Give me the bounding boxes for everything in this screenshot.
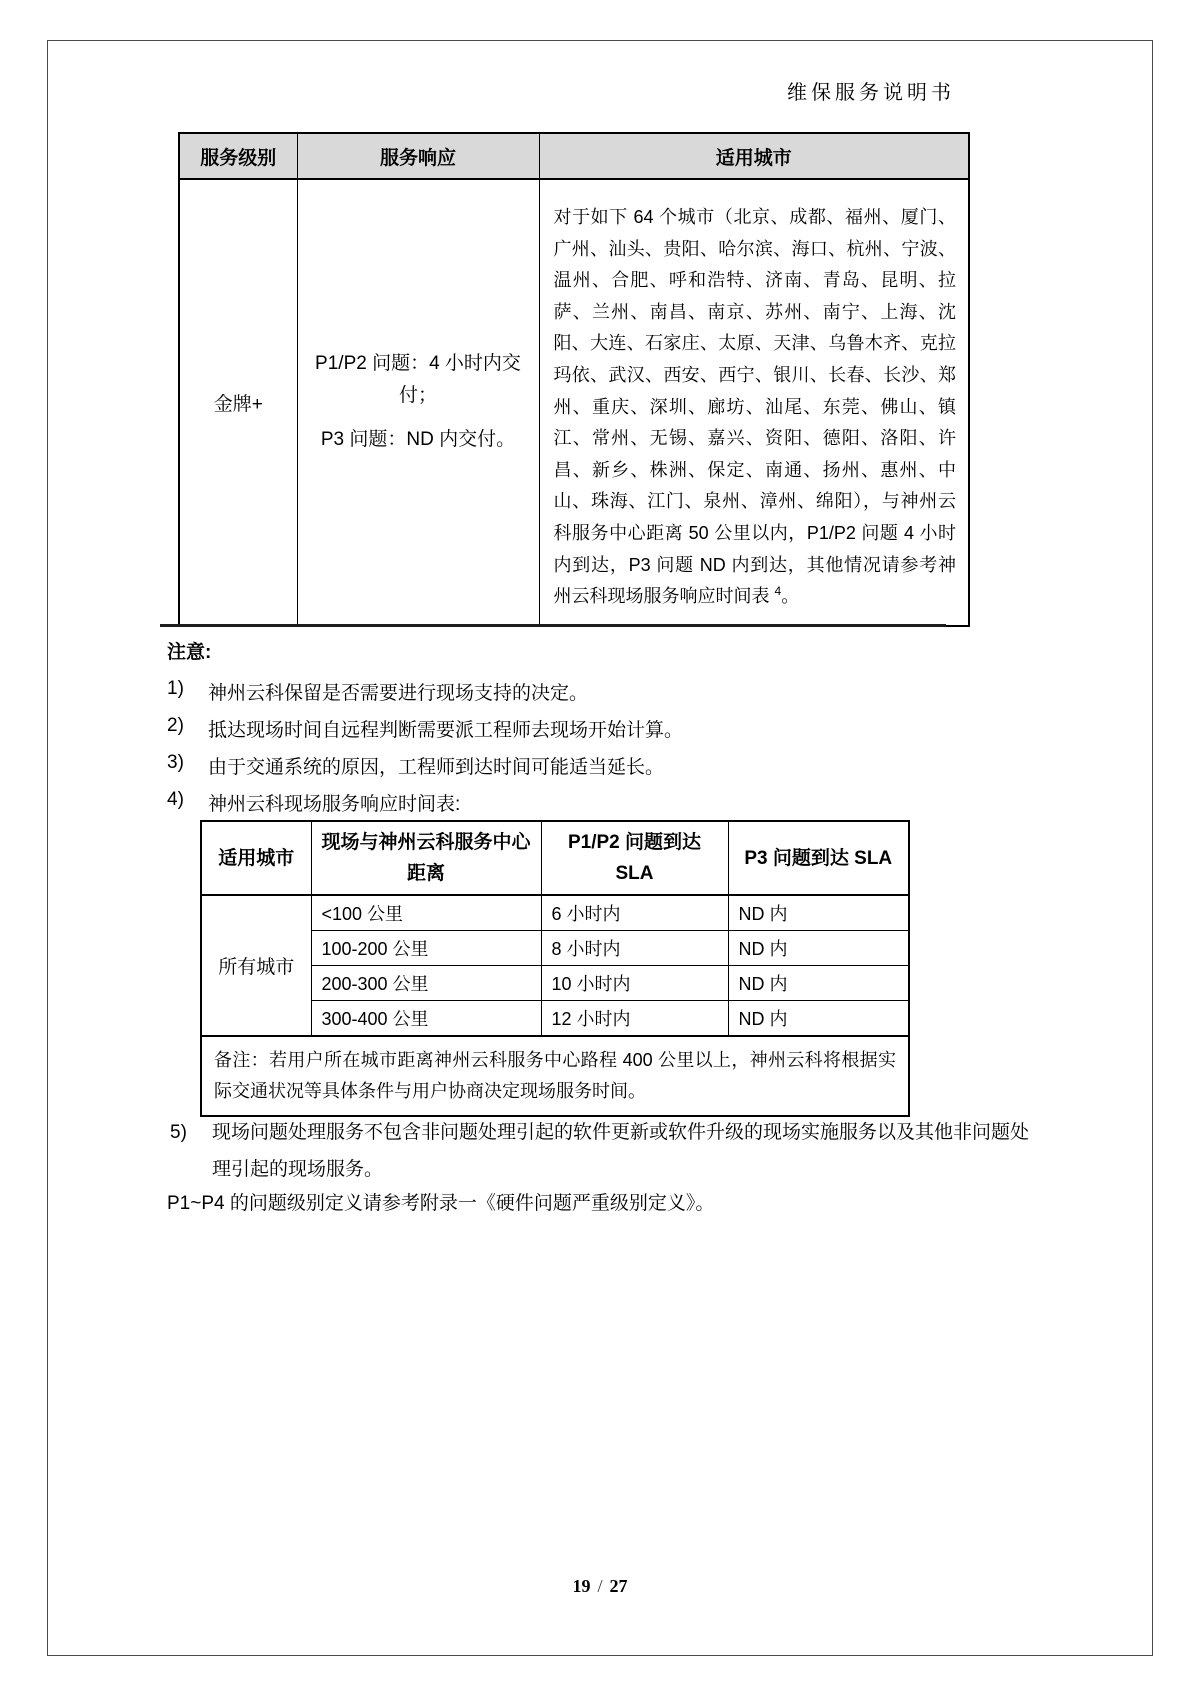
city-scope-cell: 所有城市 — [201, 895, 311, 1036]
note-item-5 — [170, 1114, 1037, 1188]
note-item-text: 由于交通系统的原因，工程师到达时间可能适当延长。 — [208, 757, 665, 778]
p1p2-sla-cell: 6 小时内 — [541, 895, 728, 931]
header-service-response: 服务响应 — [297, 133, 539, 179]
note-item-number: 2) — [167, 715, 184, 736]
service-table-header-row — [179, 133, 969, 179]
p1p2-sla-cell: 12 小时内 — [541, 1001, 728, 1037]
total-page-count: 27 — [609, 1576, 628, 1596]
distance-cell: 300-400 公里 — [311, 1001, 541, 1037]
service-table-row — [179, 179, 969, 626]
p1p2-sla-cell: 8 小时内 — [541, 931, 728, 966]
p3-sla-cell: ND 内 — [728, 895, 909, 931]
note-item-1 — [167, 678, 588, 705]
severity-definition-footnote: P1~P4 的问题级别定义请参考附录一《硬件问题严重级别定义》。 — [167, 1193, 715, 1214]
p3-sla-cell: ND 内 — [728, 1001, 909, 1037]
note-item-number: 3) — [167, 752, 184, 773]
p3-sla-cell: ND 内 — [728, 931, 909, 966]
note-item-text: 现场问题处理服务不包含非问题处理引起的软件更新或软件升级的现场实施服务以及其他非问题处理引起的现场服务。 — [212, 1122, 1030, 1180]
page-number-separator: / — [597, 1576, 603, 1596]
footnote-reference-4: 4 — [774, 584, 782, 599]
table-note-text: 备注：若用户所在城市距离神州云科服务中心路程 400 公里以上，神州云科将根据实际交通状况等具体条件与用户协商决定现场服务时间。 — [201, 1036, 909, 1116]
distance-cell: <100 公里 — [311, 895, 541, 931]
note-item-text: 抵达现场时间自远程判断需要派工程师去现场开始计算。 — [208, 720, 684, 741]
response-table-header-row — [201, 821, 909, 895]
header-p3-sla: P3 问题到达 SLA — [728, 821, 909, 895]
note-item-text: 神州云科保留是否需要进行现场支持的决定。 — [208, 683, 589, 704]
note-item-number: 5) — [170, 1122, 187, 1143]
response-time-table — [200, 820, 910, 1117]
current-page-number: 19 — [572, 1576, 591, 1596]
note-item-4 — [167, 789, 460, 816]
notes-heading: 注意: — [167, 642, 212, 663]
distance-cell: 100-200 公里 — [311, 931, 541, 966]
page-number — [0, 1576, 1200, 1597]
note-item-text: 神州云科现场服务响应时间表: — [208, 794, 461, 815]
cities-paragraph-end: 。 — [781, 586, 800, 607]
service-level-table — [178, 132, 970, 627]
note-item-2 — [167, 715, 683, 742]
response-p3-text: P3 问题：ND 内交付。 — [320, 429, 516, 451]
table-note-row — [201, 1036, 909, 1116]
cities-paragraph: 对于如下 64 个城市（北京、成都、福州、厦门、广州、汕头、贵阳、哈尔滨、海口、杭州、宁波、温州、合肥、呼和浩特、济南、青岛、昆明、拉萨、兰州、南昌、南京、苏州、南宁、上海、沈阳、大连、石家庄、太原、天津、乌鲁木齐、克拉玛依、武汉、西安、西宁、银川、长春、长沙、郑州、重庆、深圳、廊坊、汕尾、东莞、佛山、镇江、常州、无锡、嘉兴、资阳、德阳、洛阳、许昌、新乡、株洲、保定、南通、扬州、惠州、中山、珠海、江门、泉州、漳州、绵阳），与神州云科服务中心距离 50 公里以内，P1/P2 问题 4 小时内到达，P3 问题 ND 内到达，其他情况请参考神州云科现场服务响应时间表 — [553, 207, 956, 607]
response-p1p2-text: P1/P2 问题：4 小时内交付； — [315, 353, 521, 407]
note-item-number: 1) — [167, 678, 184, 699]
note-item-number: 4) — [167, 789, 184, 810]
note-item-3 — [167, 752, 664, 779]
header-distance: 现场与神州云科服务中心距离 — [311, 821, 541, 895]
table-row — [201, 895, 909, 931]
distance-cell: 200-300 公里 — [311, 966, 541, 1001]
p3-sla-cell: ND 内 — [728, 966, 909, 1001]
header-p1p2-sla: P1/P2 问题到达 SLA — [541, 821, 728, 895]
service-response-cell — [297, 179, 539, 626]
header-applicable-city: 适用城市 — [201, 821, 311, 895]
service-level-cell: 金牌+ — [179, 179, 297, 626]
header-applicable-cities: 适用城市 — [539, 133, 969, 179]
applicable-cities-cell — [539, 179, 969, 626]
header-service-level: 服务级别 — [179, 133, 297, 179]
section-divider — [160, 624, 946, 627]
p1p2-sla-cell: 10 小时内 — [541, 966, 728, 1001]
document-header-title: 维保服务说明书 — [787, 82, 955, 104]
